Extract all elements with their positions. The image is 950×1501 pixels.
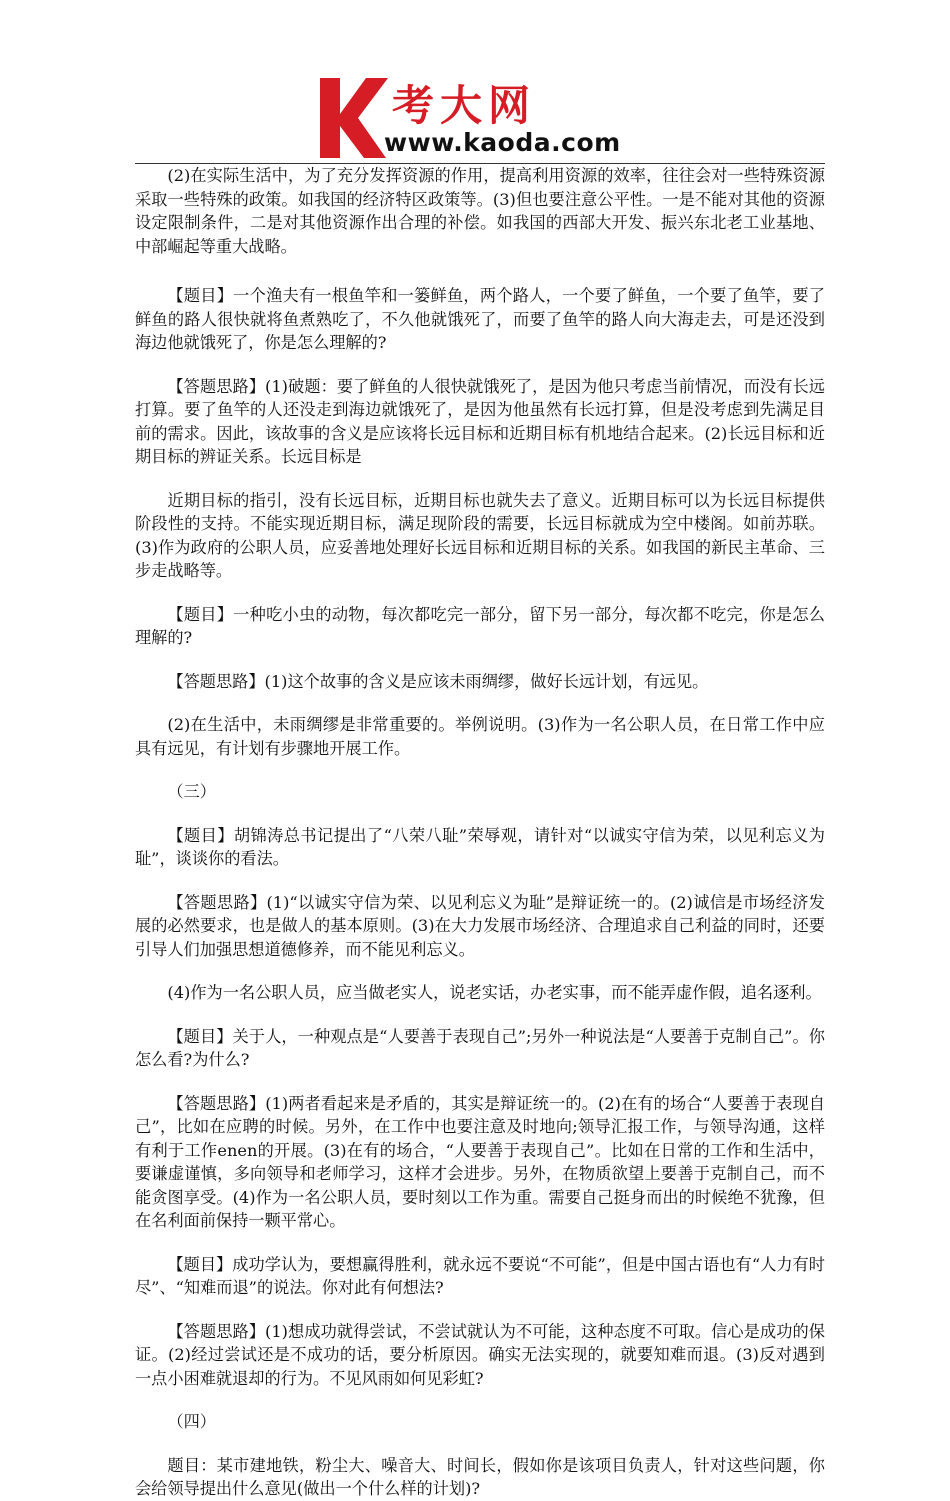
paragraph: 【答题思路】(1)“以诚实守信为荣、以见利忘义为耻”是辩证统一的。(2)诚信是市场经济发展的必然要求，也是做人的基本原则。(3)在大力发展市场经济、合理追求自己利益的同时，还要引导人们加强思想道德修养，而不能见利忘义。 (135, 892, 825, 959)
paragraph: 【答题思路】(1)想成功就得尝试，不尝试就认为不可能，这种态度不可取。信心是成功的保证。(2)经过尝试还是不成功的话，要分析原因。确实无法实现的，就要知难而退。(3)反对遇到一点小困难就退却的行为。不见风雨如何见彩虹? (135, 1321, 825, 1388)
paragraph: 【题目】关于人，一种观点是“人要善于表现自己”;另外一种说法是“人要善于克制自己”。你怎么看?为什么? (135, 1026, 825, 1069)
paragraph: 【题目】成功学认为，要想赢得胜利，就永远不要说“不可能”，但是中国古语也有“人力有时尽”、“知难而退”的说法。你对此有何想法? (135, 1254, 825, 1297)
logo-url: www.kaoda.com (384, 128, 621, 157)
logo-title: 考大网 (392, 81, 537, 130)
paragraph: 【题目】胡锦涛总书记提出了“八荣八耻”荣辱观，请针对“以诚实守信为荣，以见利忘义为耻”，谈谈你的看法。 (135, 825, 825, 868)
paragraph: 【答题思路】(1)两者看起来是矛盾的，其实是辩证统一的。(2)在有的场合“人要善于表现自己”，比如在应聘的时候。另外，在工作中也要注意及时地向;领导汇报工作，与领导沟通，这样有利于工作enen的开展。(3)在有的场合，“人要善于表现自己”。比如在日常的工作和生活中，要谦虚谨慎，多向领导和老师学习，这样才会进步。另外，在物质欲望上要善于克制自己，而不能贪图享受。(4)作为一名公职人员，要时刻以工作为重。需要自己挺身而出的时候绝不犹豫，但在名利面前保持一颗平常心。 (135, 1093, 825, 1230)
paragraph: (4)作为一名公职人员，应当做老实人，说老实话，办老实事，而不能弄虚作假，追名逐利。 (167, 983, 822, 1002)
paragraph: 题目：某市建地铁，粉尘大、噪音大、时间长，假如你是该项目负责人，针对这些问题，你会给领导提出什么意见(做出一个什么样的计划)? (135, 1455, 825, 1498)
k-logo-icon (318, 76, 390, 160)
paragraph: (2)在实际生活中，为了充分发挥资源的作用，提高利用资源的效率，往往会对一些特殊资源采取一些特殊的政策。如我国的经济特区政策等。(3)但也要注意公平性。一是不能对其他的资源设定限制条件，二是对其他资源作出合理的补偿。如我国的西部大开发、振兴东北老工业基地、中部崛起等重大战略。 (135, 166, 825, 256)
paragraph: 【题目】一个渔夫有一根鱼竿和一篓鲜鱼，两个路人，一个要了鲜鱼，一个要了鱼竿，要了鲜鱼的路人很快就将鱼煮熟吃了，不久他就饿死了，而要了鱼竿的路人向大海走去，可是还没到海边他就饿死了，你是怎么理解的? (135, 286, 825, 352)
paragraph: 【题目】一种吃小虫的动物，每次都吃完一部分，留下另一部分，每次都不吃完，你是怎么理解的? (135, 604, 825, 647)
document-body (135, 164, 825, 1501)
section-heading: （三） (167, 782, 216, 801)
site-logo (318, 76, 648, 160)
paragraph: (2)在生活中，未雨绸缪是非常重要的。举例说明。(3)作为一名公职人员，在日常工作中应具有远见，有计划有步骤地开展工作。 (135, 715, 825, 758)
paragraph: 【答题思路】(1)这个故事的含义是应该未雨绸缪，做好长远计划，有远见。 (167, 671, 709, 691)
section-heading: （四） (167, 1412, 216, 1431)
paragraph: 近期目标的指引，没有长远目标，近期目标也就失去了意义。近期目标可以为长远目标提供阶段性的支持。不能实现近期目标，满足现阶段的需要，长远目标就成为空中楼阁。如前苏联。(3)作为政府的公职人员，应妥善地处理好长远目标和近期目标的关系。如我国的新民主革命、三步走战略等。 (135, 490, 825, 580)
paragraph: 【答题思路】(1)破题：要了鲜鱼的人很快就饿死了，是因为他只考虑当前情况，而没有长远打算。要了鱼竿的人还没走到海边就饿死了，是因为他虽然有长远打算，但是没考虑到先满足目前的需求。因此，该故事的含义是应该将长远目标和近期目标有机地结合起来。(2)长远目标和近期目标的辨证关系。长远目标是 (135, 376, 825, 466)
